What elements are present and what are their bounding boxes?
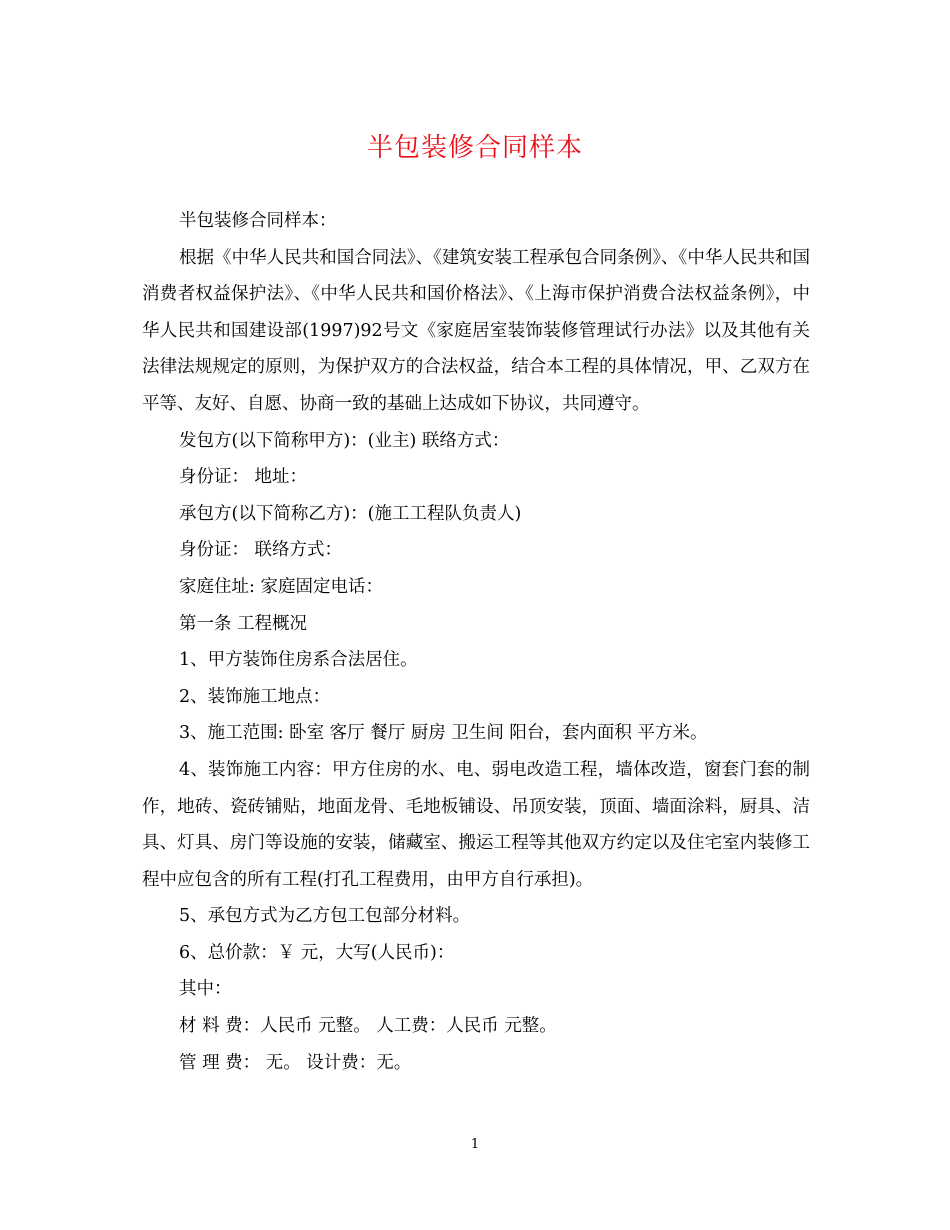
paragraph-party-b: 承包方(以下简称乙方)：(施工工程队负责人) [179, 503, 522, 524]
clause-5: 5、承包方式为乙方包工包部分材料。 [179, 906, 471, 927]
document-title: 半包装修合同样本 [366, 133, 583, 163]
section-heading-article-1: 第一条 工程概况 [179, 613, 308, 634]
clause-6: 6、总价款：￥ 元，大写(人民币)： [179, 942, 455, 963]
clause-2: 2、装饰施工地点： [179, 686, 331, 707]
paragraph-intro: 半包装修合同样本： [179, 211, 337, 231]
document-body [142, 203, 810, 1081]
clause-1: 1、甲方装饰住房系合法居住。 [179, 650, 418, 671]
paragraph-of-which: 其中： [179, 979, 232, 1000]
paragraph-party-a-id: 身份证： 地址： [179, 467, 308, 488]
page-number: 1 [470, 1137, 480, 1152]
clause-4: 4、装饰施工内容：甲方住房的水、电、弱电改造工程，墙体改造，窗套门套的制作，地砖、瓷砖铺贴，地面龙骨、毛地板铺设、吊顶安装，顶面、墙面涂料，厨具、洁具、灯具、房门等设施的安装，储藏室、搬运工程等其他双方约定以及住宅室内装修工程中应包含的所有工程(打孔工程费用，由甲方自行承担)。 [142, 759, 810, 890]
paragraph-management-design-fees: 管 理 费： 无。 设计费：无。 [179, 1052, 412, 1073]
paragraph-party-a: 发包方(以下简称甲方)：(业主) 联络方式： [179, 430, 510, 451]
clause-3: 3、施工范围: 卧室 客厅 餐厅 厨房 卫生间 阳台，套内面积 平方米。 [179, 723, 708, 744]
paragraph-legal-basis: 根据《中华人民共和国合同法》、《建筑安装工程承包合同条例》、《中华人民共和国消费者权益保护法》、《中华人民共和国价格法》、《上海市保护消费合法权益条例》，中华人民共和国建设部(1997)92号文《家庭居室装饰装修管理试行办法》以及其他有关法律法规规定的原则，为保护双方的合法权益，结合本工程的具体情况，甲、乙双方在平等、友好、自愿、协商一致的基础上达成如下协议，共同遵守。 [142, 247, 810, 414]
paragraph-home-address: 家庭住址: 家庭固定电话： [179, 576, 383, 597]
paragraph-material-labor-fees: 材 料 费：人民币 元整。 人工费：人民币 元整。 [179, 1016, 557, 1037]
paragraph-party-b-id: 身份证： 联络方式： [179, 540, 343, 561]
